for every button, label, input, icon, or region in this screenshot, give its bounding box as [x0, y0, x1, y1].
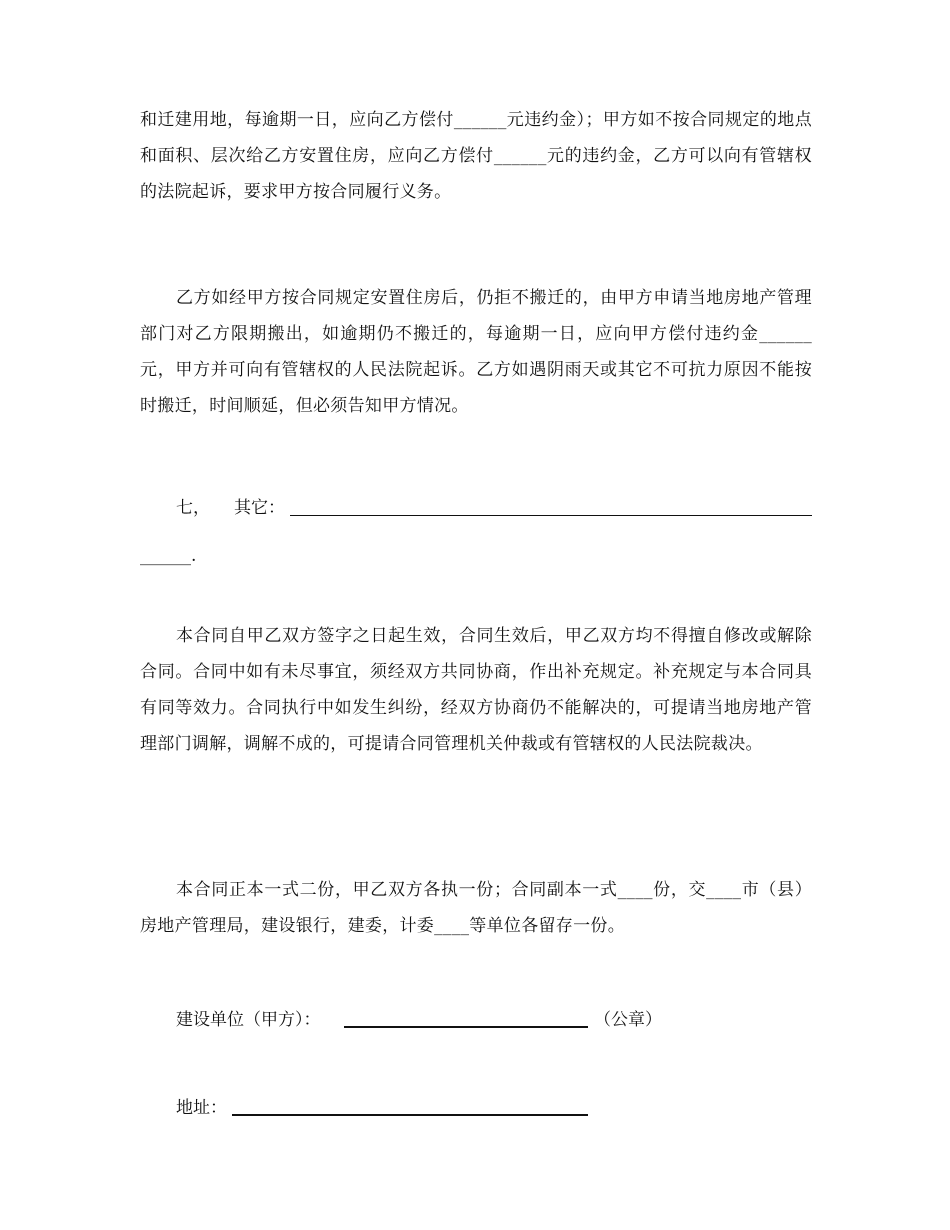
- address-line: [232, 1114, 588, 1116]
- paragraph-copies: 本合同正本一式二份，甲乙双方各执一份；合同副本一式____份，交____市（县）房地产管理局，建设银行，建委，计委____等单位各留存一份。: [140, 880, 812, 936]
- section-7-label: 其它：: [234, 498, 285, 518]
- section-7-continuation: ______.: [140, 546, 197, 566]
- paragraph-effectiveness-disputes: 本合同自甲乙双方签字之日起生效，合同生效后，甲乙双方均不得擅自修改或解除合同。合同中如有未尽事宜，须经双方共同协商，作出补充规定。补充规定与本合同具有同等效力。合同执行中如发生纠纷，经双方协商仍不能解决的，可提请当地房地产管理部门调解，调解不成的，可提请合同管理机关仲裁或有管辖权的人民法院裁决。: [140, 626, 812, 754]
- section-7-number: 七，: [176, 498, 210, 518]
- builder-signature-line: [344, 1026, 588, 1028]
- section-7-blank-line: [290, 515, 812, 516]
- paragraph-penalty-terms: 和迁建用地，每逾期一日，应向乙方偿付______元违约金）；甲方如不按合同规定的地点和面积、层次给乙方安置住房，应向乙方偿付______元的违约金，乙方可以向有管辖权的法院起诉，要求甲方按合同履行义务。: [140, 110, 812, 202]
- builder-label: 建设单位（甲方）：: [176, 1010, 321, 1030]
- paragraph-relocation-refusal: 乙方如经甲方按合同规定安置住房后，仍拒不搬迁的，由甲方申请当地房地产管理部门对乙方限期搬出，如逾期仍不搬迁的，每逾期一日，应向甲方偿付违约金______元，甲方并可向有管辖权的人民法院起诉。乙方如遇阴雨天或其它不可抗力原因不能按时搬迁，时间顺延，但必须告知甲方情况。: [140, 288, 812, 416]
- seal-label: （公章）: [594, 1010, 662, 1030]
- address-label: 地址：: [176, 1098, 227, 1118]
